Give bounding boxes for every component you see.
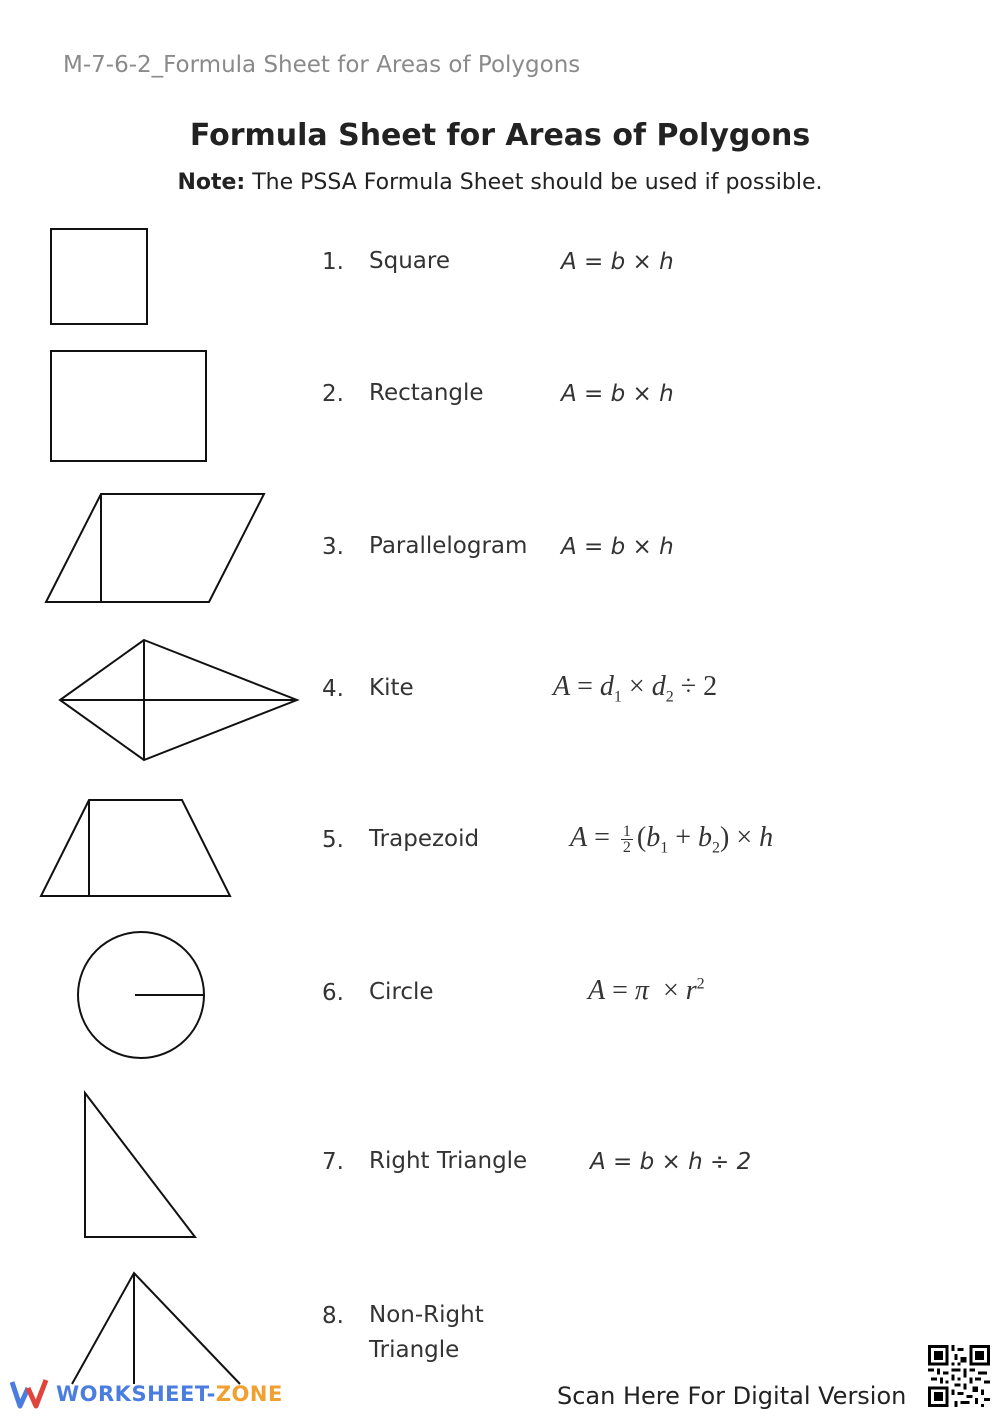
item-name-non-right-line1: Non-Right (369, 1302, 484, 1328)
note-label: Note: (177, 170, 246, 195)
item-number-1: 1. (322, 249, 344, 275)
formula-rectangle: A = b × h (561, 381, 674, 407)
formula-square: A = b × h (561, 249, 674, 275)
document-id: M-7-6-2_Formula Sheet for Areas of Polygons (63, 52, 581, 78)
item-name-circle: Circle (369, 979, 434, 1005)
formula-trapezoid: A = $\frac{1}{2}$ $(b_1 + b_2) \times h$ (570, 822, 774, 857)
fraction-one-half: $\frac{1}{2}$ (622, 823, 631, 857)
parallelogram-figure (46, 494, 264, 602)
page-title: Formula Sheet for Areas of Polygons (189, 118, 811, 153)
item-name-square: Square (369, 248, 450, 274)
item-name-non-right-line2: Triangle (369, 1337, 460, 1363)
item-number-5: 5. (322, 827, 344, 853)
right-triangle-figure (85, 1093, 195, 1237)
item-name-kite: Kite (369, 675, 414, 701)
rectangle-figure (51, 351, 206, 461)
formula-circle: $A = \pi \times r^2$ (588, 975, 705, 1006)
formula-parallelogram: A = b × h (561, 534, 674, 560)
item-name-rectangle: Rectangle (369, 380, 484, 406)
kite-figure (60, 640, 297, 760)
non-right-triangle-figure (72, 1273, 240, 1384)
trapezoid-figure (41, 800, 230, 896)
item-number-3: 3. (322, 534, 344, 560)
item-number-7: 7. (322, 1149, 344, 1175)
formula-kite: $A = d_1 \times d_2 \div 2$ (553, 671, 718, 706)
square-figure (51, 229, 147, 324)
item-name-right-triangle: Right Triangle (369, 1148, 528, 1174)
item-name-trapezoid: Trapezoid (369, 826, 480, 852)
item-name-parallelogram: Parallelogram (369, 533, 528, 559)
brand-name: WORKSHEET-ZONE (56, 1382, 283, 1406)
note-text: The PSSA Formula Sheet should be used if possible. (245, 170, 823, 195)
item-number-2: 2. (322, 381, 344, 407)
brand-logo[interactable] (10, 1378, 283, 1410)
item-number-6: 6. (322, 980, 344, 1006)
item-number-4: 4. (322, 676, 344, 702)
item-number-8: 8. (322, 1303, 344, 1329)
worksheet-zone-logo-icon (10, 1378, 50, 1410)
scan-prompt: Scan Here For Digital Version (557, 1382, 907, 1410)
formula-right-triangle: A = b × h ÷ 2 (590, 1149, 752, 1175)
circle-figure (78, 932, 204, 1058)
qr-code-icon[interactable] (928, 1345, 990, 1407)
